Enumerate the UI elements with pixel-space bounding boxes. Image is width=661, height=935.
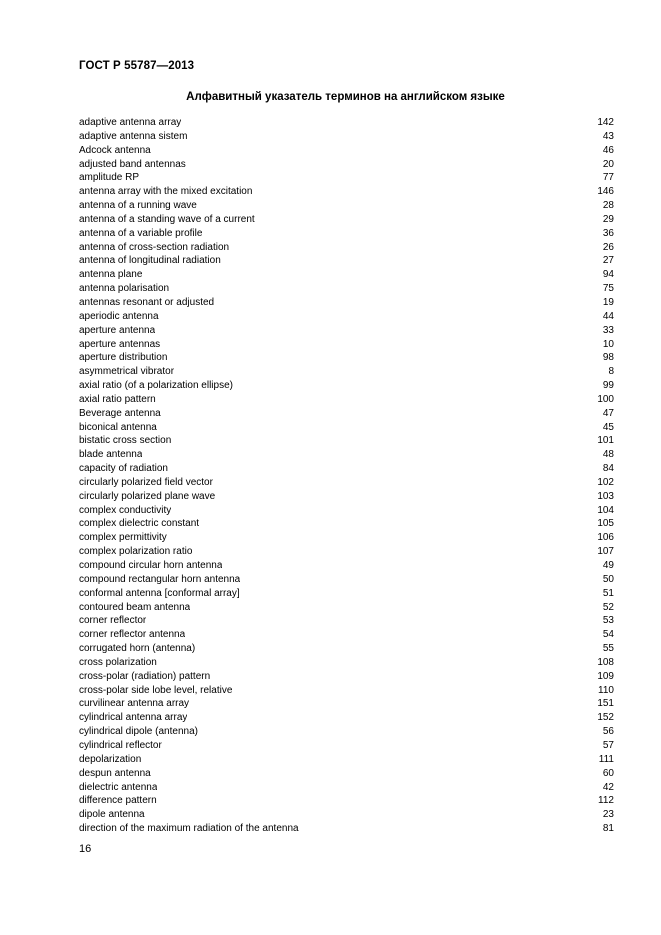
index-term: capacity of radiation <box>79 463 168 475</box>
index-entry <box>79 697 614 711</box>
index-term: aperture distribution <box>79 352 168 364</box>
index-entry <box>79 407 614 421</box>
index-term: blade antenna <box>79 449 143 461</box>
index-page-ref: 100 <box>597 393 614 405</box>
index-entry <box>79 822 614 836</box>
index-entry <box>79 324 614 338</box>
index-page-ref: 94 <box>602 269 614 281</box>
index-entry <box>79 601 614 615</box>
index-page-ref: 42 <box>602 781 614 793</box>
index-entry <box>79 670 614 684</box>
index-term: adaptive antenna sistem <box>79 130 188 142</box>
index-term: cross-polar (radiation) pattern <box>79 670 211 682</box>
index-entry <box>79 545 614 559</box>
index-page-ref: 142 <box>597 117 614 128</box>
index-entry <box>79 448 614 462</box>
index-entry <box>79 531 614 545</box>
index-term: complex dielectric constant <box>79 518 200 530</box>
index-page-ref: 84 <box>602 463 614 475</box>
index-term: compound circular horn antenna <box>79 560 223 571</box>
index-entry <box>79 462 614 476</box>
index-page-ref: 110 <box>598 684 614 696</box>
index-entry <box>79 365 614 379</box>
index-page-ref: 151 <box>597 698 614 710</box>
index-page-ref: 46 <box>602 144 614 156</box>
index-term: Adcock antenna <box>79 144 151 156</box>
index-page-ref: 57 <box>602 739 614 751</box>
index-term: depolarization <box>79 753 142 765</box>
index-page-ref: 112 <box>598 795 614 807</box>
index-page-ref: 109 <box>597 670 614 682</box>
index-term: cylindrical dipole (antenna) <box>79 726 198 738</box>
index-entry <box>79 393 614 407</box>
index-page-ref: 44 <box>602 310 614 322</box>
index-term: antenna of a standing wave of a current <box>79 213 255 225</box>
index-entry <box>79 254 614 268</box>
index-term: biconical antenna <box>79 421 157 433</box>
index-entry <box>79 628 614 642</box>
index-page-ref: 98 <box>602 352 614 364</box>
index-entry <box>79 504 614 518</box>
index-term: antenna of longitudinal radiation <box>79 255 221 267</box>
index-entry <box>79 213 614 227</box>
index-page-ref: 56 <box>602 726 614 738</box>
index-entry <box>79 725 614 739</box>
index-title-text: Алфавитный указатель терминов на английском языке <box>186 91 505 103</box>
index-entry <box>79 753 614 767</box>
index-term: antenna of a variable profile <box>79 227 203 239</box>
index-term: adaptive antenna array <box>79 117 182 128</box>
index-entry <box>79 130 614 144</box>
index-entry <box>79 171 614 185</box>
index-page-ref: 27 <box>602 255 614 267</box>
index-page-ref: 20 <box>602 158 614 170</box>
index-term: aperiodic antenna <box>79 310 159 322</box>
index-term: cross polarization <box>79 656 157 668</box>
index-entry <box>79 781 614 795</box>
index-term: complex permittivity <box>79 532 167 544</box>
index-term: antenna of a running wave <box>79 200 197 212</box>
index-term: conformal antenna [conformal array] <box>79 587 240 599</box>
index-term: corner reflector antenna <box>79 629 186 641</box>
index-entry <box>79 310 614 324</box>
index-entry <box>79 614 614 628</box>
index-entry <box>79 684 614 698</box>
index-page-ref: 33 <box>602 324 614 336</box>
index-page-ref: 81 <box>602 823 614 835</box>
index-entry <box>79 517 614 531</box>
index-term: antenna array with the mixed excitation <box>79 186 253 198</box>
index-page-ref: 29 <box>602 213 614 225</box>
index-entry <box>79 559 614 573</box>
index-term: antenna of cross-section radiation <box>79 241 230 253</box>
index-term: dipole antenna <box>79 809 145 821</box>
index-entry <box>79 808 614 822</box>
index-entry <box>79 338 614 352</box>
index-term: circularly polarized field vector <box>79 476 213 488</box>
index-page-ref: 107 <box>597 546 614 558</box>
index-page-ref: 60 <box>602 767 614 779</box>
index-entry <box>79 656 614 670</box>
index-term: asymmetrical vibrator <box>79 366 175 378</box>
index-page-ref: 152 <box>597 712 614 724</box>
index-page-ref: 102 <box>597 476 614 488</box>
index-term: difference pattern <box>79 795 157 807</box>
index-term: corner reflector <box>79 615 147 627</box>
index-term: corrugated horn (antenna) <box>79 643 196 655</box>
index-page-ref: 77 <box>602 172 614 184</box>
index-page-ref: 75 <box>602 283 614 295</box>
index-page-ref: 50 <box>602 573 614 585</box>
index-term: axial ratio (of a polarization ellipse) <box>79 380 233 392</box>
index-term: antennas resonant or adjusted <box>79 296 215 308</box>
index-term: antenna plane <box>79 269 143 281</box>
index-page-ref: 53 <box>602 615 614 627</box>
index-page-ref: 146 <box>597 186 614 198</box>
index-entry <box>79 199 614 213</box>
index-entry <box>79 794 614 808</box>
index-page-ref: 26 <box>602 241 614 253</box>
index-entry <box>79 573 614 587</box>
index-entry <box>79 421 614 435</box>
index-page-ref: 103 <box>597 490 614 502</box>
index-title <box>0 91 661 103</box>
index-entry <box>79 642 614 656</box>
index-term: direction of the maximum radiation of the antenna <box>79 823 299 835</box>
index-term: complex conductivity <box>79 504 172 516</box>
index-entry <box>79 116 614 130</box>
index-entry <box>79 227 614 241</box>
index-entry <box>79 296 614 310</box>
index-term: despun antenna <box>79 767 151 779</box>
index-term: Beverage antenna <box>79 407 161 419</box>
index-entry <box>79 185 614 199</box>
index-term: complex polarization ratio <box>79 546 193 558</box>
index-page-ref: 10 <box>602 338 614 350</box>
index-term: cross-polar side lobe level, relative <box>79 684 233 696</box>
index-entry <box>79 490 614 504</box>
index-page-ref: 48 <box>602 449 614 461</box>
index-entry <box>79 739 614 753</box>
page-number: 16 <box>79 843 92 855</box>
index-term: antenna polarisation <box>79 283 170 295</box>
index-entry <box>79 351 614 365</box>
index-term: aperture antennas <box>79 338 161 350</box>
index-page-ref: 106 <box>597 532 614 544</box>
index-term: compound rectangular horn antenna <box>79 573 241 585</box>
index-entry <box>79 711 614 725</box>
index-entry <box>79 144 614 158</box>
index-page-ref: 51 <box>602 587 614 599</box>
document-number: ГОСТ Р 55787—2013 <box>79 60 195 72</box>
index-entry <box>79 767 614 781</box>
index-term: adjusted band antennas <box>79 158 186 170</box>
index-page-ref: 54 <box>602 629 614 641</box>
index-page-ref: 23 <box>602 809 614 821</box>
index-term: contoured beam antenna <box>79 601 191 613</box>
index-term: aperture antenna <box>79 324 156 336</box>
index-entry <box>79 282 614 296</box>
index-entry <box>79 379 614 393</box>
index-entry <box>79 476 614 490</box>
index-term: cylindrical antenna array <box>79 712 188 724</box>
index-term: circularly polarized plane wave <box>79 490 216 502</box>
index-page-ref: 108 <box>597 656 614 668</box>
index-page-ref: 8 <box>608 366 614 378</box>
index-page-ref: 47 <box>602 407 614 419</box>
index-page-ref: 28 <box>602 200 614 212</box>
index-entry <box>79 434 614 448</box>
index-page-ref: 104 <box>597 504 614 516</box>
index-term: axial ratio pattern <box>79 393 156 405</box>
index-entry <box>79 587 614 601</box>
index-page-ref: 19 <box>602 296 614 308</box>
index-page-ref: 52 <box>602 601 614 613</box>
index-page-ref: 36 <box>602 227 614 239</box>
index-page-ref: 49 <box>602 560 614 571</box>
index-page-ref: 55 <box>602 643 614 655</box>
index-page-ref: 45 <box>602 421 614 433</box>
index-term: cylindrical reflector <box>79 739 162 751</box>
index-entry <box>79 241 614 255</box>
index-page-ref: 111 <box>598 753 614 765</box>
index-term: dielectric antenna <box>79 781 158 793</box>
index-term: amplitude RP <box>79 172 140 184</box>
index-term: bistatic cross section <box>79 435 172 447</box>
index-entry <box>79 158 614 172</box>
index-term: curvilinear antenna array <box>79 698 190 710</box>
index-page-ref: 99 <box>602 380 614 392</box>
index-page-ref: 105 <box>597 518 614 530</box>
term-index-list <box>79 116 614 836</box>
index-page-ref: 101 <box>597 435 614 447</box>
index-page-ref: 43 <box>602 130 614 142</box>
index-entry <box>79 268 614 282</box>
